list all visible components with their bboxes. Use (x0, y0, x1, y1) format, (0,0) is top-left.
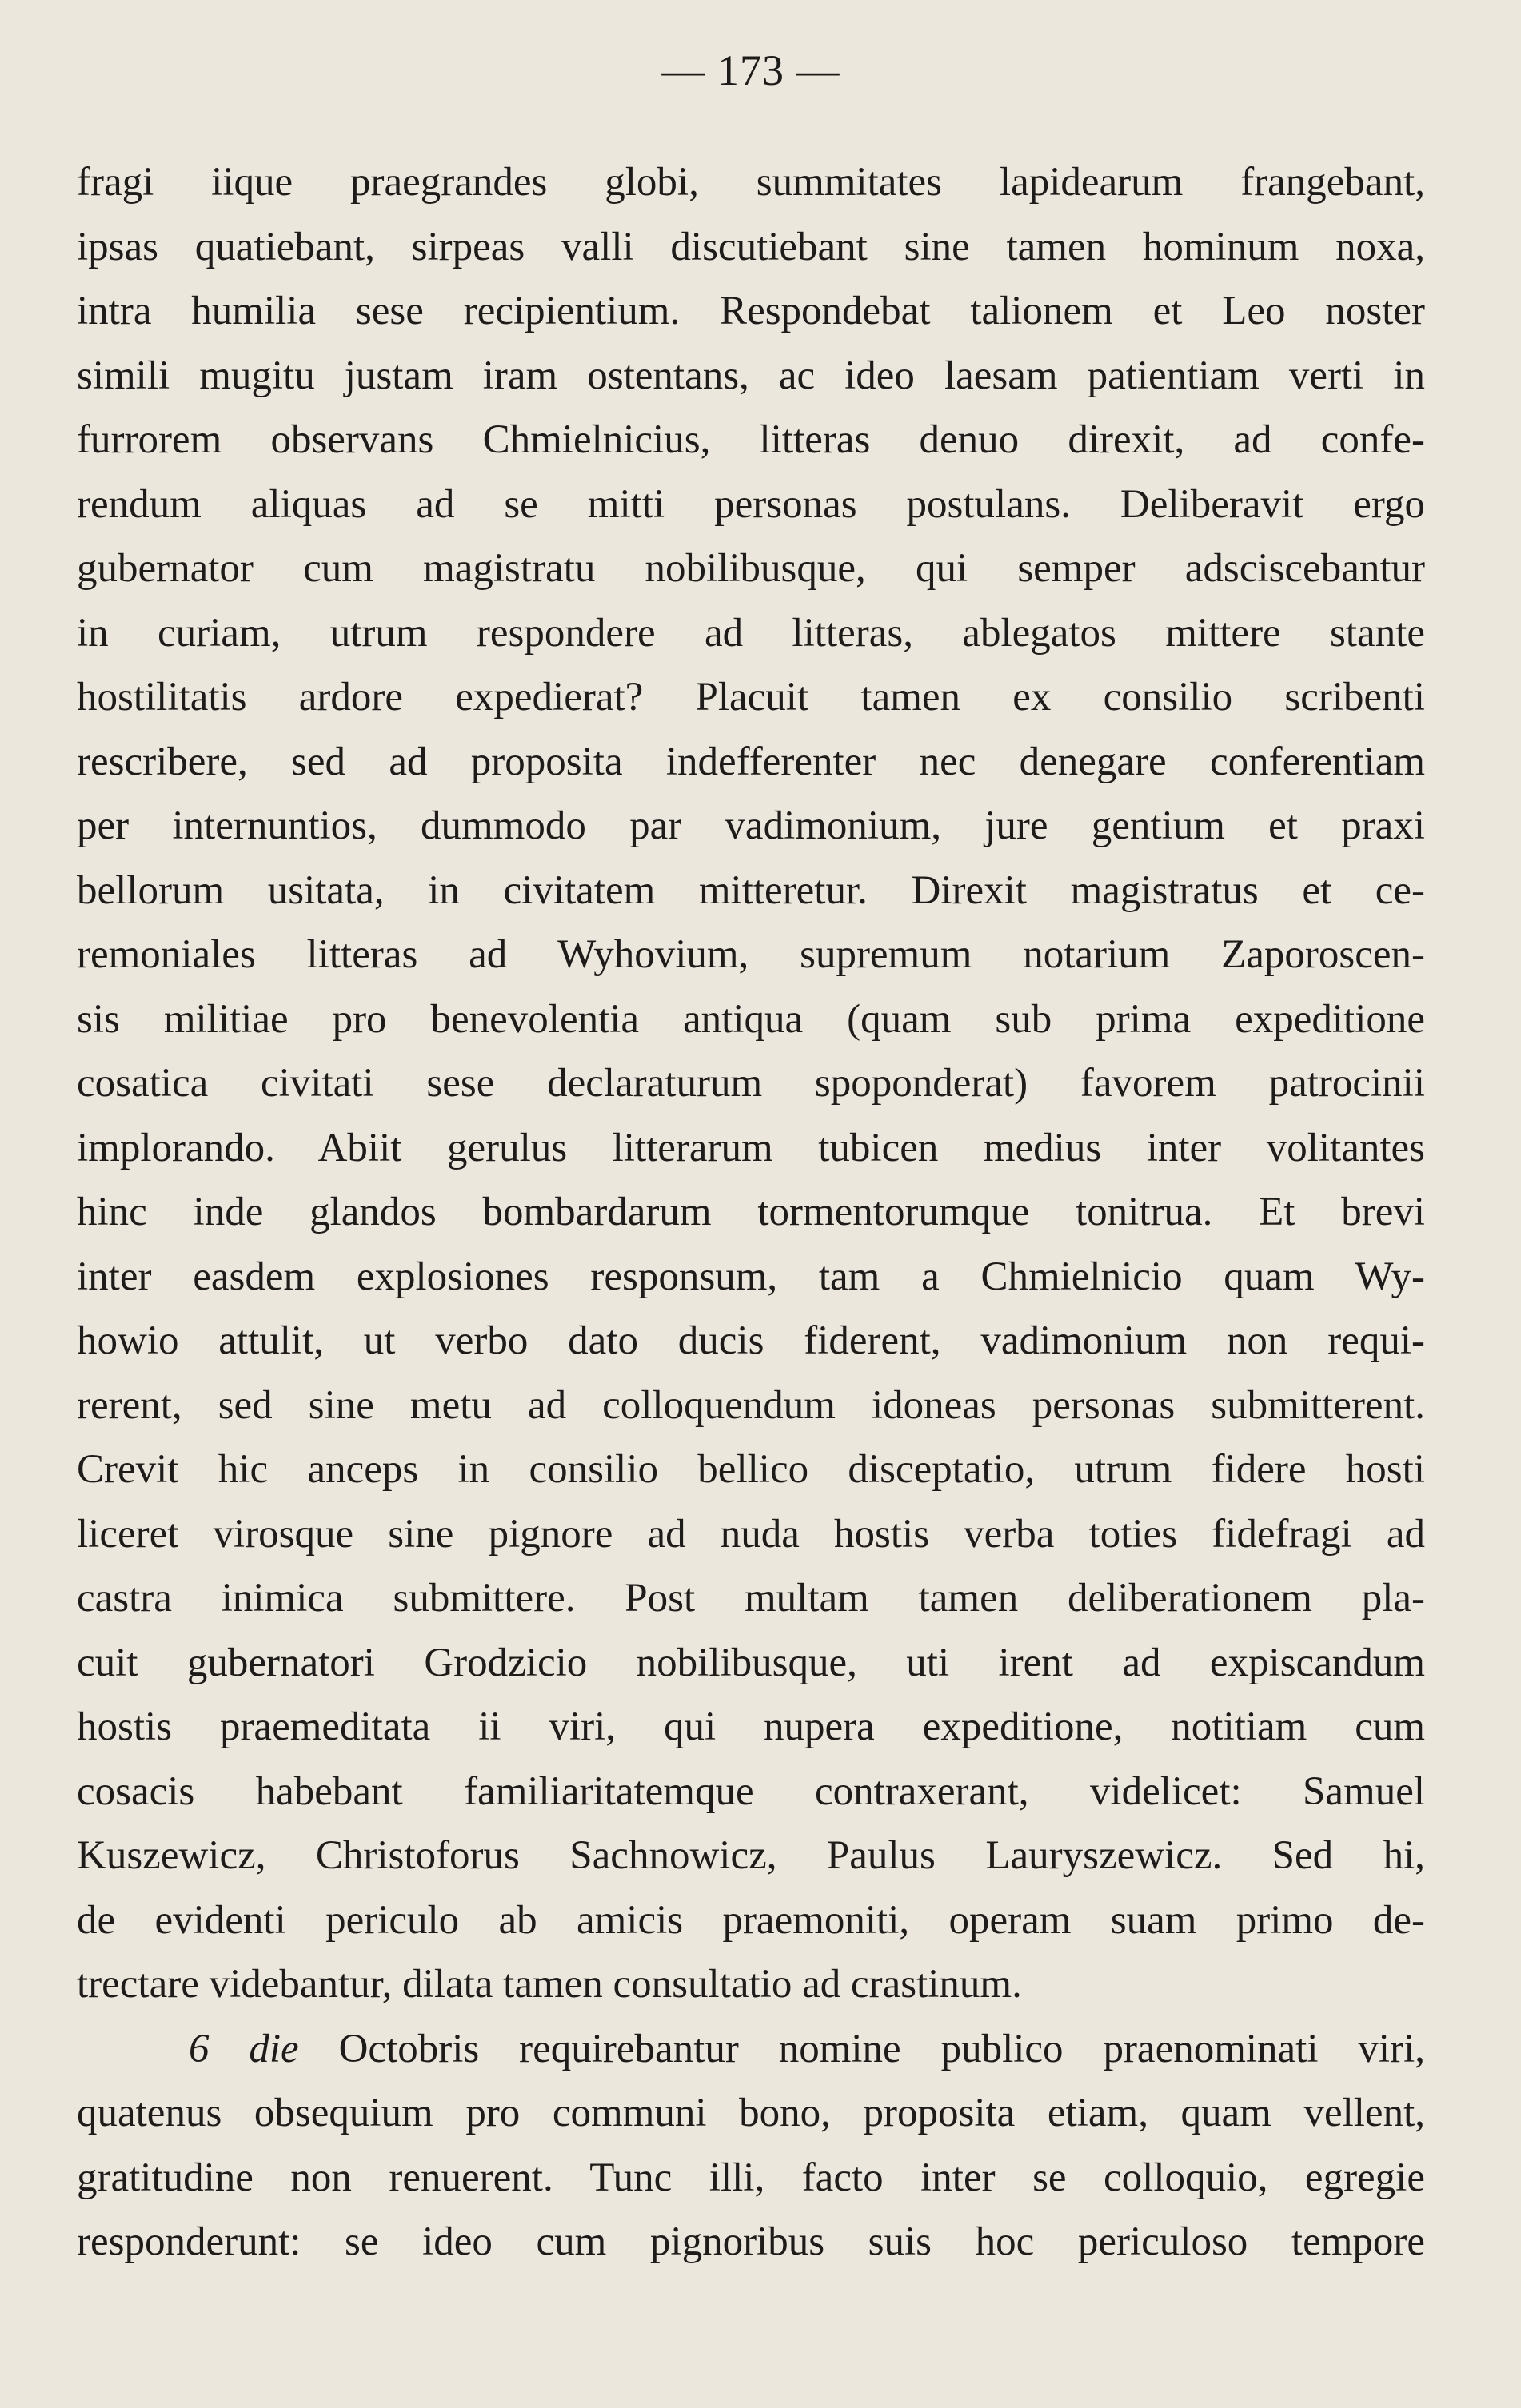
text-line: implorando. Abiit gerulus litterarum tubicen medius inter volitantes (77, 1125, 1425, 1170)
text-line: hostis praemeditata ii viri, qui nupera expeditione, notitiam cum (77, 1704, 1425, 1749)
date-lead: 6 die (189, 2026, 299, 2071)
text-line: liceret virosque sine pignore ad nuda hostis verba toties fidefragi ad (77, 1511, 1425, 1557)
text-line: per internuntios, dummodo par vadimonium, jure gentium et praxi (77, 803, 1425, 848)
text-line: intra humilia sese recipientium. Respondebat talionem et Leo noster (77, 289, 1425, 333)
page-number: — 173 — (661, 46, 840, 94)
text-line: remoniales litteras ad Wyhovium, supremum notarium Zaporoscen- (77, 932, 1425, 977)
text-line: rescribere, sed ad proposita indefferenter nec denegare conferentiam (77, 739, 1425, 784)
text-line: simili mugitu justam iram ostentans, ac ideo laesam patientiam verti in (77, 353, 1425, 398)
text-line: howio attulit, ut verbo dato ducis fiderent, vadimonium non requi- (77, 1318, 1425, 1363)
text-line: castra inimica submittere. Post multam tamen deliberationem pla- (77, 1576, 1425, 1621)
text-line: inter easdem explosiones responsum, tam a Chmielnicio quam Wy- (77, 1254, 1425, 1299)
text-line: cosacis habebant familiaritatemque contraxerant, videlicet: Samuel (77, 1768, 1425, 1814)
text-line: quatenus obsequium pro communi bono, proposita etiam, quam vellent, (77, 2091, 1425, 2135)
text-line: cuit gubernatori Grodzicio nobilibusque, uti irent ad expiscandum (77, 1640, 1425, 1685)
text-line: cosatica civitati sese declaraturum spoponderat) favorem patrocinii (77, 1061, 1425, 1106)
text-line: sis militiae pro benevolentia antiqua (quam sub prima expeditione (77, 996, 1425, 1042)
text-line: trectare videbantur, dilata tamen consultatio ad crastinum. (77, 1962, 1022, 2007)
text-line: in curiam, utrum respondere ad litteras, ablegatos mittere stante (77, 610, 1425, 656)
text-line: ipsas quatiebant, sirpeas valli discutiebant sine tamen hominum noxa, (77, 224, 1425, 269)
text-line: gratitudine non renuerent. Tunc illi, facto inter se colloquio, egregie (77, 2155, 1425, 2200)
paragraph-2 (77, 2017, 1425, 2274)
text-line: hinc inde glandos bombardarum tormentorumque tonitrua. Et brevi (77, 1190, 1425, 1234)
text-line: fragi iique praegrandes globi, summitates lapidearum frangebant, (77, 160, 1425, 205)
text-line-first (77, 2017, 1425, 2082)
text-line: responderunt: se ideo cum pignoribus suis hoc periculoso tempore (77, 2219, 1425, 2264)
text-line: rerent, sed sine metu ad colloquendum idoneas personas submitterent. (77, 1382, 1425, 1428)
paragraph-1 (77, 150, 1425, 2017)
text-line: rendum aliquas ad se mitti personas postulans. Deliberavit ergo (77, 481, 1425, 527)
text-line: Kuszewicz, Christoforus Sachnowicz, Paulus Lauryszewicz. Sed hi, (77, 1833, 1425, 1878)
text-line: hostilitatis ardore expedierat? Placuit tamen ex consilio scribenti (77, 675, 1425, 720)
text-line: Crevit hic anceps in consilio bellico disceptatio, utrum fidere hosti (77, 1447, 1425, 1492)
text-line: de evidenti periculo ab amicis praemoniti, operam suam primo de- (77, 1897, 1425, 1943)
text-line-rest: Octobris requirebantur nomine publico praenominati viri, (298, 2026, 1425, 2071)
text-line: furrorem observans Chmielnicius, litteras denuo direxit, ad confe- (77, 417, 1425, 462)
text-line: bellorum usitata, in civitatem mitteretur. Direxit magistratus et ce- (77, 867, 1425, 913)
text-line: gubernator cum magistratu nobilibusque, qui semper adsciscebantur (77, 546, 1425, 591)
